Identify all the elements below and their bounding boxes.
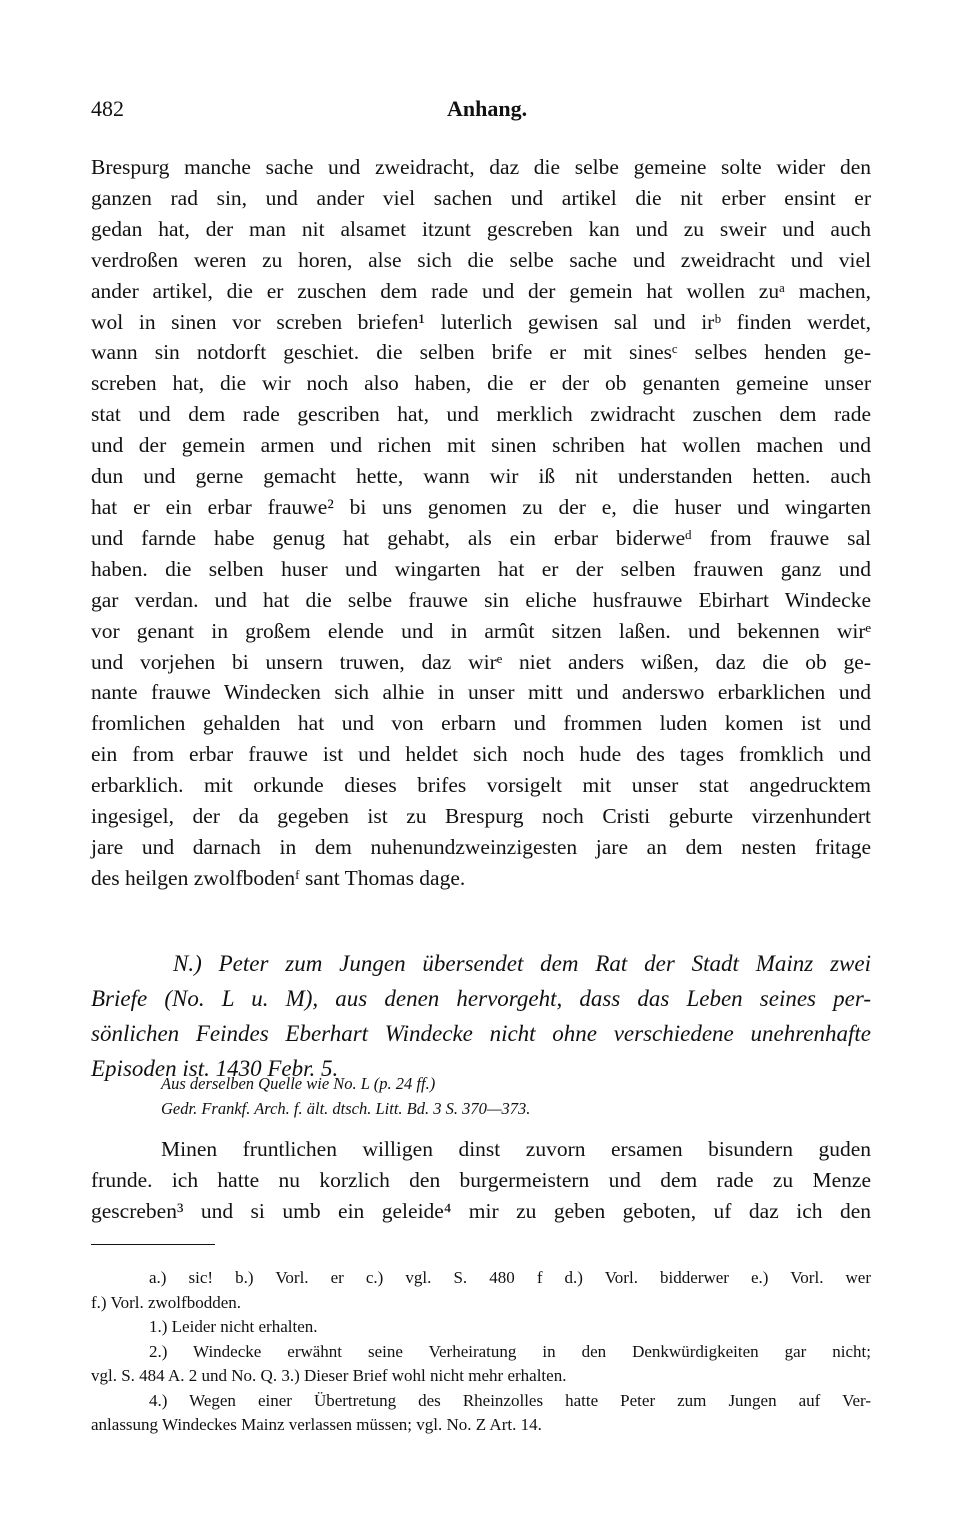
text-line: ingesigel, der da gegeben ist zu Brespurg noch Cristi geburte virzenhundert [91,804,871,829]
text-line: gedan hat, der man nit alsamet itzunt gescreben kan und zu sweir und auch [91,216,871,241]
text-line: dun und gerne gemacht hette, wann wir iß nit understanden hetten. auch [91,464,871,489]
footnote-line: 4.) Wegen einer Übertretung des Rheinzolles hatte Peter zum Jungen auf Ver- [149,1390,871,1410]
footnote-line: vgl. S. 484 A. 2 und No. Q. 3.) Dieser Brief wohl nicht mehr erhalten. [91,1366,567,1385]
text-line: screben hat, die wir noch also haben, die er der ob genanten gemeine unser [91,371,871,396]
text-line: und vorjehen bi unsern truwen, daz wirᵉ niet anders wißen, daz die ob ge- [91,649,871,674]
heading-line: N.) Peter zum Jungen übersendet dem Rat der Stadt Mainz zwei [173,951,871,976]
text-line: Brespurg manche sache und zweidracht, daz die selbe gemeine solte wider den [91,155,871,179]
text-line: vor genant in großem elende und in armût sitzen laßen. und bekennen wirᵉ [91,618,871,643]
main-text [91,152,871,894]
text-line: wol in sinen vor screben briefen¹ luterlich gewisen sal und irᵇ finden werdet, [91,309,871,334]
text-line: verdroßen weren zu horen, alse sich die selbe sache und zweidracht und viel [91,247,871,272]
footnote-divider [91,1244,215,1245]
text-line: haben. die selben huser und wingarten hat er der selben frauwen ganz und [91,556,871,581]
page-number: 482 [91,96,124,121]
source-line: Aus derselben Quelle wie No. L (p. 24 ff.) [161,1074,436,1093]
text-line: erbarklich. mit orkunde dieses brifes vorsigelt mit unser stat angedrucktem [91,773,871,798]
footnote-line: 2.) Windecke erwähnt seine Verheiratung in den Denkwürdigkeiten gar nicht; [149,1341,871,1361]
text-line: wann sin notdorft geschiet. die selben brife er mit sinesᶜ selbes henden ge- [91,340,871,365]
footnotes [91,1266,871,1438]
footnote-line: f.) Vorl. zwolfbodden. [91,1292,241,1312]
footnote-line: a.) sic! b.) Vorl. er c.) vgl. S. 480 f d.) Vorl. bidderwer e.) Vorl. wer [149,1268,871,1287]
heading-line: Briefe (No. L u. M), aus denen hervorgeht, dass das Leben seines per- [91,986,871,1011]
running-head: Anhang. [447,96,528,121]
footnote-line: 1.) Leider nicht erhalten. [149,1317,318,1336]
text-line: ein from erbar frauwe ist und heldet sich noch hude des tages fromklich und [91,742,871,767]
text-line: gar verdan. und hat die selbe frauwe sin eliche husfrauwe Ebirhart Windecke [91,587,871,612]
text-line: ganzen rad sin, und ander viel sachen und artikel die nit erber ensint er [91,185,871,210]
text-line: stat und dem rade gescriben hat, und merklich zwidracht zuschen dem rade [91,402,871,427]
text-line: nante frauwe Windecken sich alhie in unser mitt und anderswo erbarklichen und [91,680,871,705]
text-line: des heilgen zwolfbodenᶠ sant Thomas dage. [91,865,466,890]
heading-line: sönlichen Feindes Eberhart Windecke nicht ohne verschiedene unehrenhafte [91,1021,871,1046]
text-line: fromlichen gehalden hat und von erbarn und frommen luden komen ist und [91,711,871,736]
text-line: Minen fruntlichen willigen dinst zuvorn ersamen bisundern guden [161,1137,871,1161]
text-line: und farnde habe genug hat gehabt, als ein erbar biderweᵈ from frauwe sal [91,525,871,550]
section-heading [91,946,871,1086]
text-line: und der gemein armen und richen mit sinen schriben hat wollen machen und [91,433,871,458]
heading-line: Episoden ist. 1430 Febr. 5. [91,1056,339,1081]
text-line: ander artikel, die er zuschen dem rade und der gemein hat wollen zuᵃ machen, [91,278,871,303]
letter-text [91,1134,871,1227]
text-line: frunde. ich hatte nu korzlich den burgermeistern und dem rade zu Menze [91,1167,871,1192]
text-line: hat er ein erbar frauwe² bi uns genomen zu der e, die huser und wingarten [91,494,871,519]
document-page [91,96,871,1434]
text-line: gescreben³ und si umb ein geleide⁴ mir zu geben geboten, uf daz ich den [91,1198,871,1223]
text-line: jare und darnach in dem nuhenundzweinzigesten jare an dem nesten fritage [91,834,871,859]
page-header [91,96,871,136]
source-line: Gedr. Frankf. Arch. f. ält. dtsch. Litt. Bd. 3 S. 370—373. [161,1099,531,1118]
footnote-line: anlassung Windeckes Mainz verlassen müssen; vgl. No. Z Art. 14. [91,1415,542,1434]
source-citation [161,1071,801,1121]
